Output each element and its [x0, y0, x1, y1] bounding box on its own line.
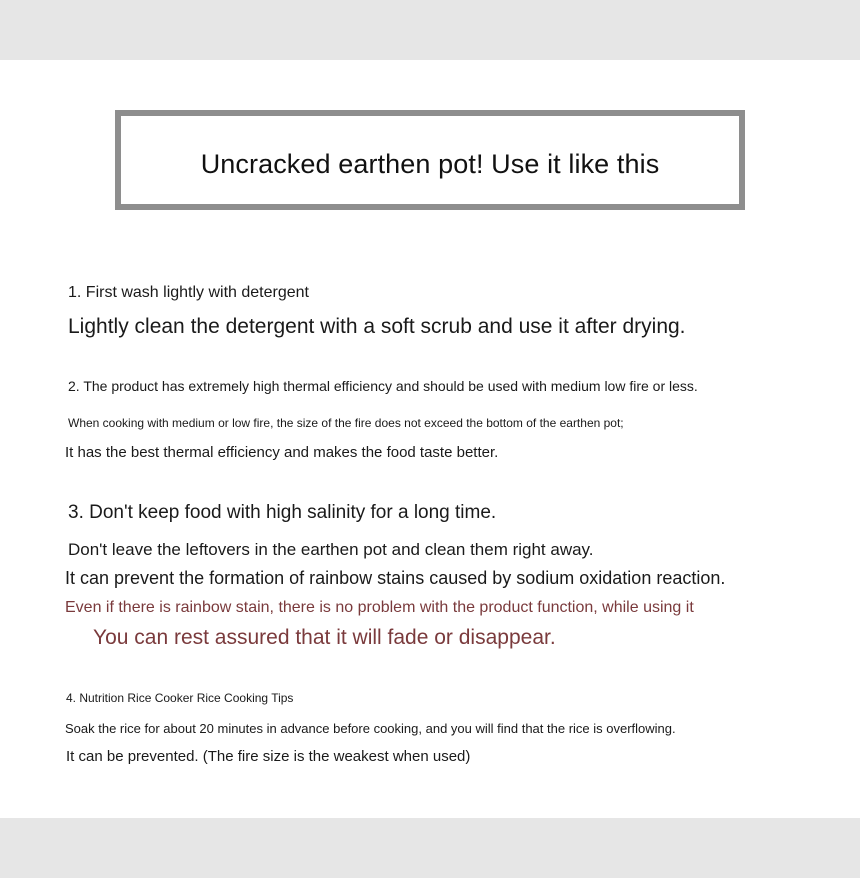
section-3-text-2: It can prevent the formation of rainbow stains caused by sodium oxidation reaction. [65, 568, 726, 588]
section-3-note-2: You can rest assured that it will fade or disappear. [93, 626, 556, 649]
section-3-heading: 3. Don't keep food with high salinity for a long time. [68, 502, 497, 523]
section-4-text-2: It can be prevented. (The fire size is the weakest when used) [66, 748, 471, 765]
section-4-text-1: Soak the rice for about 20 minutes in advance before cooking, and you will find that the rice is overflowing. [65, 721, 676, 736]
title-frame [115, 110, 745, 210]
section-2-text-1: When cooking with medium or low fire, the size of the fire does not exceed the bottom of the earthen pot; [68, 416, 624, 430]
section-4-heading: 4. Nutrition Rice Cooker Rice Cooking Tips [66, 691, 294, 705]
section-2-text-2: It has the best thermal efficiency and makes the food taste better. [65, 444, 499, 461]
section-3-text-1: Don't leave the leftovers in the earthen pot and clean them right away. [68, 540, 594, 559]
page-title: Uncracked earthen pot! Use it like this [200, 148, 660, 179]
section-1-text: Lightly clean the detergent with a soft scrub and use it after drying. [68, 315, 686, 338]
section-3-note-1: Even if there is rainbow stain, there is no problem with the product function, while using it [65, 599, 694, 616]
section-1-heading: 1. First wash lightly with detergent [68, 284, 309, 301]
section-2-heading: 2. The product has extremely high thermal efficiency and should be used with medium low fire or less. [68, 378, 698, 394]
